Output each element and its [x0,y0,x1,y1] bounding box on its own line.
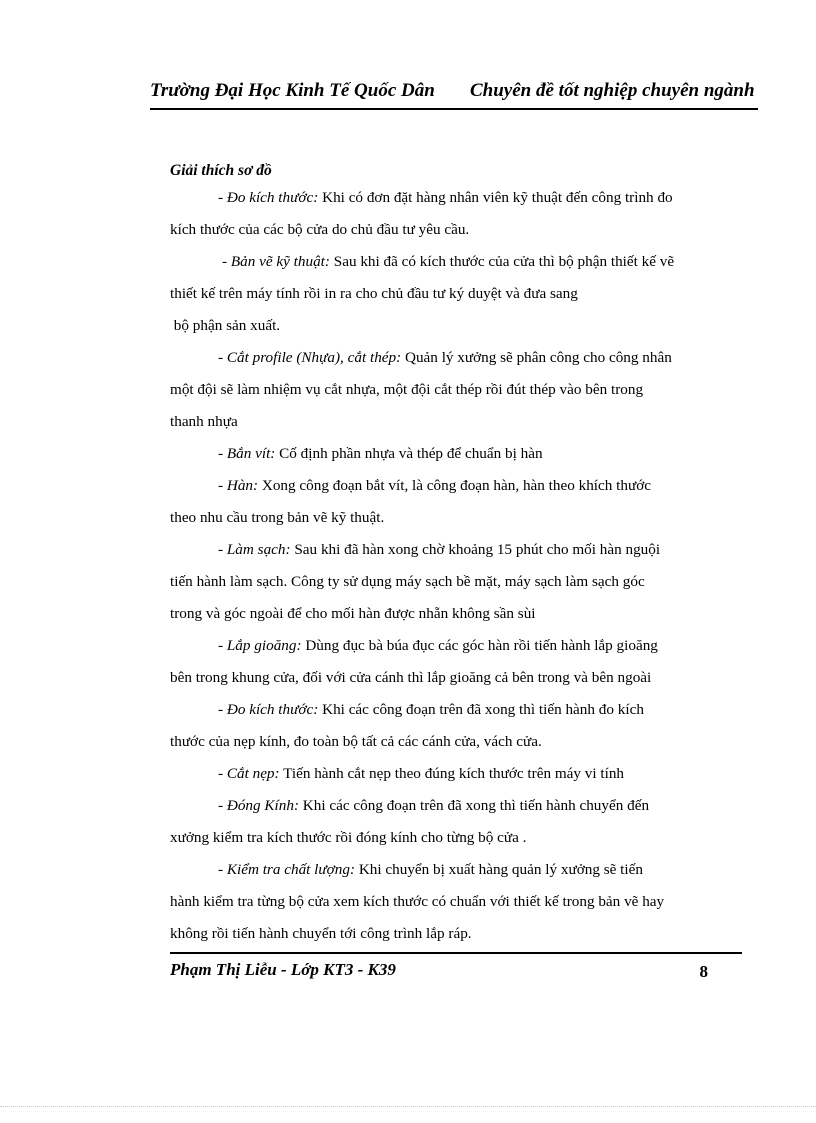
paragraph-cutting [170,342,741,374]
term: - Làm sạch: [218,541,291,558]
paragraph-lead: Khi chuyển bị xuất hàng quản lý xưởng sẽ tiến [355,861,643,878]
term: - Đo kích thước: [218,189,319,206]
term: - Lắp gioăng: [218,637,302,654]
page-header [150,78,758,110]
paragraph-lead: Tiến hành cắt nẹp theo đúng kích thước trên máy vi tính [279,765,625,782]
paragraph-lead: Quản lý xưởng sẽ phân công cho công nhân [401,349,672,366]
body-content [170,160,741,950]
paragraph-cleaning [170,534,741,566]
paragraph-lead: Khi có đơn đặt hàng nhân viên kỹ thuật đến công trình đo [318,189,673,206]
paragraph-line: theo nhu cầu trong bản vẽ kỹ thuật. [170,509,385,526]
term: - Kiểm tra chất lượng: [218,861,356,878]
paragraph-line: tiến hành làm sạch. Công ty sử dụng máy sạch bề mặt, máy sạch làm sạch góc [170,573,645,590]
section-title: Giải thích sơ đồ [170,162,272,179]
paragraph-welding [170,470,741,502]
paragraph-lead: Khi các công đoạn trên đã xong thì tiến hành đo kích [318,701,644,718]
paragraph-lead: Sau khi đã hàn xong chờ khoảng 15 phút cho mối hàn nguội [290,541,661,558]
paragraph-gasket [170,630,741,662]
paragraph-glazing [170,790,741,822]
paragraph-line: hành kiểm tra từng bộ cửa xem kích thước có chuẩn với thiết kế trong bản vẽ hay [170,893,665,910]
term: - Đóng Kính: [218,797,299,814]
footer-author: Phạm Thị Liễu - Lớp KT3 - K39 [170,960,396,979]
paragraph-line: bộ phận sản xuất. [170,317,281,334]
paragraph-line: kích thước của các bộ cửa do chủ đầu tư yêu cầu. [170,221,470,238]
page-edge-divider [0,1106,816,1107]
term: - Cắt profile (Nhựa), cắt thép: [218,349,402,366]
paragraph-measure [170,182,741,214]
paragraph-line: bên trong khung cửa, đối với cửa cánh thì lắp gioăng cả bên trong và bên ngoài [170,669,652,686]
paragraph-line: trong và góc ngoài để cho mối hàn được nhẵn không sần sùi [170,605,536,622]
header-university: Trường Đại Học Kinh Tế Quốc Dân [150,80,435,101]
paragraph-line: thiết kế trên máy tính rồi in ra cho chủ đầu tư ký duyệt và đưa sang [170,285,578,302]
term: - Đo kích thước: [218,701,319,718]
paragraph-lead: Xong công đoạn bắt vít, là công đoạn hàn, hàn theo khích thước [258,477,651,494]
term: - Bản vẽ kỹ thuật: [222,253,330,270]
paragraph-cut-bead [170,758,741,790]
page-number: 8 [699,962,708,981]
paragraph-lead: Dùng đục bà búa đục các góc hàn rồi tiến hành lắp gioăng [301,637,658,654]
paragraph-quality-check [170,854,741,886]
paragraph-line: thanh nhựa [170,413,238,430]
term: - Cắt nẹp: [218,765,280,782]
paragraph-lead: Khi các công đoạn trên đã xong thì tiến hành chuyển đến [299,797,650,814]
term: - Bắn vít: [218,445,276,462]
paragraph-screw [170,438,741,470]
term: - Hàn: [218,477,259,494]
paragraph-line: thước của nẹp kính, đo toàn bộ tất cả các cánh cửa, vách cửa. [170,733,542,750]
paragraph-lead: Cố định phần nhựa và thép để chuẩn bị hàn [275,445,543,462]
header-thesis-title: Chuyên đề tốt nghiệp chuyên ngành [470,80,755,101]
page-footer [170,952,742,988]
paragraph-line: xưởng kiểm tra kích thước rồi đóng kính cho từng bộ cửa . [170,829,527,846]
paragraph-lead: Sau khi đã có kích thước của cửa thì bộ phận thiết kế vẽ [329,253,675,270]
paragraph-drawing [170,246,741,278]
paragraph-line: không rồi tiến hành chuyển tới công trình lắp ráp. [170,925,472,942]
paragraph-measure-2 [170,694,741,726]
paragraph-line: một đội sẽ làm nhiệm vụ cắt nhựa, một đội cắt thép rồi đút thép vào bên trong [170,381,644,398]
